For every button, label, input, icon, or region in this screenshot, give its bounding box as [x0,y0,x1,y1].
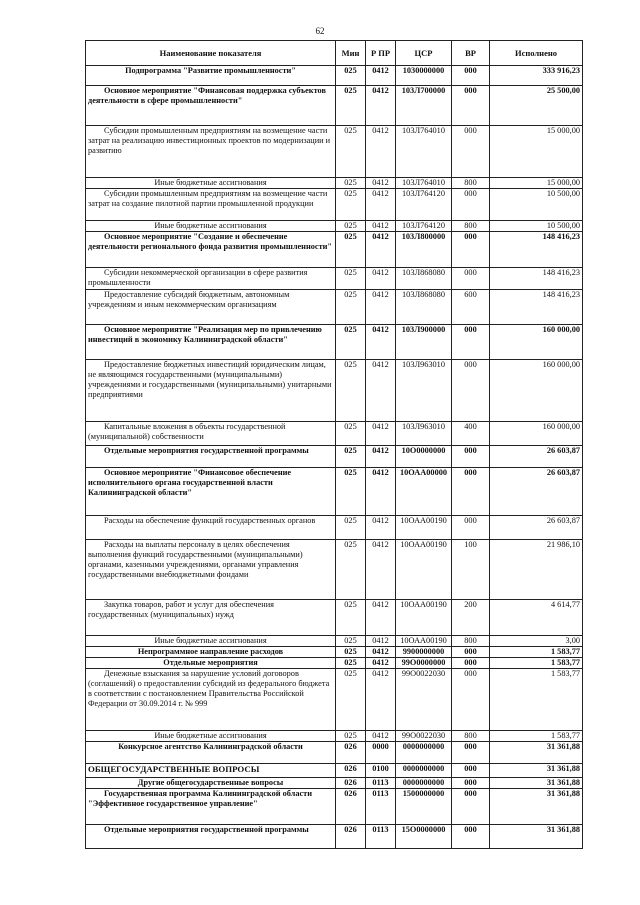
row-min: 026 [336,789,366,825]
row-min: 025 [336,658,366,669]
row-csr: 103Л700000 [396,86,452,126]
header-done: Исполнено [490,41,583,66]
table-row [86,221,583,232]
row-vr: 000 [452,268,490,290]
row-min: 025 [336,446,366,468]
row-name: Субсидии промышленным предприятиям на возмещение части затрат на реализацию инвестиционных проектов по модернизации и развитию [86,126,336,178]
row-csr: 10ОАА00190 [396,540,452,600]
row-rpr: 0412 [366,468,396,516]
table-row [86,516,583,540]
row-vr: 000 [452,742,490,764]
row-vr: 800 [452,636,490,647]
row-csr: 103Л868080 [396,268,452,290]
row-name: Отдельные мероприятия государственной программы [86,446,336,468]
row-name: Отдельные мероприятия [86,658,336,669]
row-rpr: 0412 [366,446,396,468]
row-min: 025 [336,66,366,86]
table-row [86,360,583,422]
row-csr: 15О0000000 [396,825,452,849]
table-row [86,540,583,600]
row-csr: 103Л963010 [396,360,452,422]
row-vr: 000 [452,789,490,825]
row-rpr: 0113 [366,825,396,849]
table-row [86,789,583,825]
row-vr: 000 [452,66,490,86]
table-row [86,290,583,325]
row-vr: 600 [452,290,490,325]
row-name: Капитальные вложения в объекты государственной (муниципальной) собственности [86,422,336,446]
row-min: 025 [336,360,366,422]
row-rpr: 0412 [366,86,396,126]
row-vr: 800 [452,178,490,189]
row-rpr: 0412 [366,325,396,360]
row-min: 025 [336,647,366,658]
table-row [86,647,583,658]
row-rpr: 0000 [366,742,396,764]
table-row [86,446,583,468]
row-rpr: 0412 [366,290,396,325]
row-rpr: 0113 [366,789,396,825]
row-done: 15 000,00 [490,178,583,189]
row-name: Иные бюджетные ассигнования [86,731,336,742]
row-min: 025 [336,221,366,232]
row-rpr: 0412 [366,658,396,669]
row-name: Другие общегосударственные вопросы [86,778,336,789]
row-done: 148 416,23 [490,232,583,268]
row-name: Государственная программа Калининградской области "Эффективное государственное управление" [86,789,336,825]
row-rpr: 0412 [366,66,396,86]
row-name: Расходы на обеспечение функций государственных органов [86,516,336,540]
row-rpr: 0412 [366,360,396,422]
row-done: 10 500,00 [490,221,583,232]
row-csr: 103Л800000 [396,232,452,268]
row-vr: 000 [452,468,490,516]
row-vr: 000 [452,325,490,360]
row-rpr: 0412 [366,636,396,647]
row-vr: 100 [452,540,490,600]
row-csr: 103Л900000 [396,325,452,360]
row-done: 26 603,87 [490,468,583,516]
table-row [86,325,583,360]
row-done: 26 603,87 [490,516,583,540]
row-min: 026 [336,825,366,849]
row-csr: 10ОАА00190 [396,600,452,636]
row-vr: 200 [452,600,490,636]
row-name: Субсидии некоммерческой организации в сфере развития промышленности [86,268,336,290]
row-min: 025 [336,468,366,516]
row-done: 148 416,23 [490,268,583,290]
row-done: 4 614,77 [490,600,583,636]
row-min: 025 [336,290,366,325]
row-name: ОБЩЕГОСУДАРСТВЕННЫЕ ВОПРОСЫ [86,764,336,778]
row-name: Расходы на выплаты персоналу в целях обеспечения выполнения функций государственными (муниципальными) органами, казенными учреждениями, органами управления государственными внебюджетными фондами [86,540,336,600]
table-row [86,658,583,669]
row-min: 025 [336,325,366,360]
header-csr: ЦСР [396,41,452,66]
row-vr: 000 [452,658,490,669]
row-done: 160 000,00 [490,422,583,446]
row-csr: 103Л963010 [396,422,452,446]
budget-execution-table [85,40,583,849]
row-vr: 000 [452,669,490,731]
row-rpr: 0412 [366,731,396,742]
table-row [86,600,583,636]
row-vr: 000 [452,232,490,268]
table-row [86,636,583,647]
row-name: Иные бюджетные ассигнования [86,636,336,647]
row-done: 1 583,77 [490,731,583,742]
row-done: 148 416,23 [490,290,583,325]
row-min: 025 [336,636,366,647]
row-csr: 103Л764120 [396,189,452,221]
row-done: 31 361,88 [490,825,583,849]
row-min: 025 [336,731,366,742]
header-rpr: Р ПР [366,41,396,66]
row-min: 026 [336,778,366,789]
row-name: Основное мероприятие "Создание и обеспечение деятельности регионального фонда развития промышленности" [86,232,336,268]
row-done: 1 583,77 [490,647,583,658]
header-name: Наименование показателя [86,41,336,66]
row-csr: 0000000000 [396,742,452,764]
row-csr: 10О0000000 [396,446,452,468]
row-vr: 800 [452,221,490,232]
row-vr: 000 [452,86,490,126]
row-name: Непрограммное направление расходов [86,647,336,658]
row-done: 1 583,77 [490,658,583,669]
row-done: 21 986,10 [490,540,583,600]
row-rpr: 0113 [366,778,396,789]
row-csr: 103Л764010 [396,178,452,189]
table-row [86,66,583,86]
row-rpr: 0412 [366,232,396,268]
row-vr: 000 [452,825,490,849]
row-name: Денежные взыскания за нарушение условий договоров (соглашений) о предоставлении субсидий из федерального бюджета в соответствии с постановлением Правительства Российской Федерации от 30.09.2014 г. № 999 [86,669,336,731]
row-min: 025 [336,268,366,290]
row-done: 25 500,00 [490,86,583,126]
row-name: Субсидии промышленным предприятиям на возмещение части затрат на создание пилотной партии промышленной продукции [86,189,336,221]
table-row [86,86,583,126]
row-rpr: 0412 [366,268,396,290]
table-row [86,742,583,764]
row-vr: 000 [452,360,490,422]
row-csr: 10ОАА00190 [396,516,452,540]
row-csr: 0000000000 [396,764,452,778]
row-name: Отдельные мероприятия государственной программы [86,825,336,849]
row-rpr: 0412 [366,126,396,178]
table-row [86,764,583,778]
row-min: 025 [336,540,366,600]
row-csr: 10ОАА00000 [396,468,452,516]
header-vr: ВР [452,41,490,66]
row-min: 025 [336,600,366,636]
row-vr: 000 [452,647,490,658]
table-row [86,268,583,290]
row-min: 025 [336,669,366,731]
row-rpr: 0412 [366,647,396,658]
table-row [86,189,583,221]
row-min: 025 [336,126,366,178]
row-name: Иные бюджетные ассигнования [86,221,336,232]
row-rpr: 0412 [366,540,396,600]
row-name: Предоставление субсидий бюджетным, автономным учреждениям и иным некоммерческим организациям [86,290,336,325]
row-csr: 103Л764010 [396,126,452,178]
row-name: Закупка товаров, работ и услуг для обеспечения государственных (муниципальных) нужд [86,600,336,636]
row-vr: 000 [452,446,490,468]
row-min: 025 [336,422,366,446]
row-rpr: 0412 [366,516,396,540]
row-csr: 10ОАА00190 [396,636,452,647]
table-row [86,468,583,516]
row-rpr: 0412 [366,221,396,232]
page-number: 62 [315,26,325,36]
row-rpr: 0100 [366,764,396,778]
row-vr: 000 [452,189,490,221]
table-row [86,669,583,731]
header-min: Мин [336,41,366,66]
row-done: 160 000,00 [490,360,583,422]
row-vr: 400 [452,422,490,446]
row-min: 025 [336,86,366,126]
row-done: 3,00 [490,636,583,647]
row-csr: 1030000000 [396,66,452,86]
row-csr: 103Л868080 [396,290,452,325]
row-csr: 99О0000000 [396,658,452,669]
row-min: 025 [336,178,366,189]
row-csr: 1500000000 [396,789,452,825]
row-min: 026 [336,742,366,764]
row-csr: 99О0022030 [396,669,452,731]
row-name: Иные бюджетные ассигнования [86,178,336,189]
row-csr: 99О0022030 [396,731,452,742]
row-name: Конкурсное агентство Калининградской области [86,742,336,764]
row-name: Основное мероприятие "Финансовая поддержка субъектов деятельности в сфере промышленности" [86,86,336,126]
table-row [86,126,583,178]
row-vr: 000 [452,126,490,178]
row-vr: 000 [452,778,490,789]
row-vr: 000 [452,516,490,540]
table-row [86,778,583,789]
row-min: 025 [336,516,366,540]
row-name: Основное мероприятие "Реализация мер по привлечению инвестиций в экономику Калининградской области" [86,325,336,360]
row-done: 333 916,23 [490,66,583,86]
table-row [86,232,583,268]
table-row [86,825,583,849]
row-rpr: 0412 [366,189,396,221]
row-done: 31 361,88 [490,789,583,825]
row-name: Основное мероприятие "Финансовое обеспечение исполнительного органа государственной власти Калининградской области" [86,468,336,516]
row-min: 026 [336,764,366,778]
table-row [86,731,583,742]
row-csr: 0000000000 [396,778,452,789]
row-min: 025 [336,189,366,221]
row-done: 31 361,88 [490,778,583,789]
row-done: 160 000,00 [490,325,583,360]
row-done: 10 500,00 [490,189,583,221]
table-row [86,422,583,446]
row-done: 26 603,87 [490,446,583,468]
row-rpr: 0412 [366,669,396,731]
row-done: 31 361,88 [490,742,583,764]
row-vr: 800 [452,731,490,742]
row-done: 31 361,88 [490,764,583,778]
row-done: 1 583,77 [490,669,583,731]
row-csr: 103Л764120 [396,221,452,232]
row-done: 15 000,00 [490,126,583,178]
row-name: Подпрограмма "Развитие промышленности" [86,66,336,86]
row-csr: 9900000000 [396,647,452,658]
row-vr: 000 [452,764,490,778]
row-name: Предоставление бюджетных инвестиций юридическим лицам, не являющимся государственными (муниципальными) учреждениями и государственными (муниципальными) унитарными предприятиями [86,360,336,422]
row-min: 025 [336,232,366,268]
table-row [86,178,583,189]
row-rpr: 0412 [366,178,396,189]
row-rpr: 0412 [366,422,396,446]
row-rpr: 0412 [366,600,396,636]
table-header-row [86,41,583,66]
